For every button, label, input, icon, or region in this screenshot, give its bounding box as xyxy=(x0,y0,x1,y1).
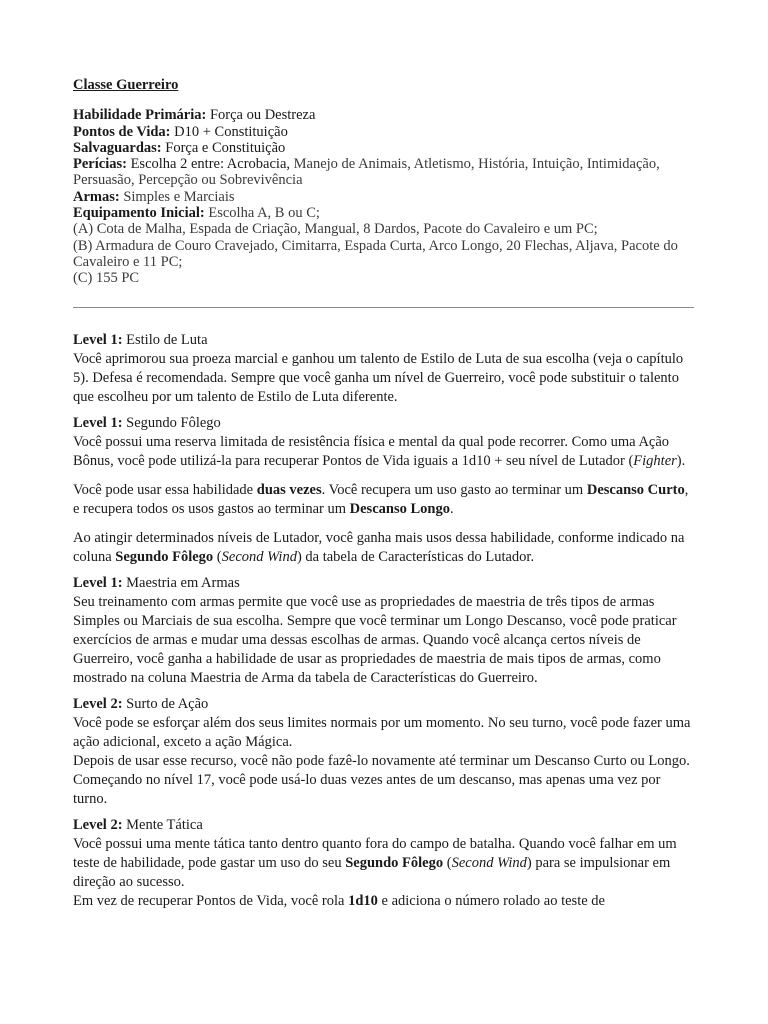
feature-paragraph: Você pode se esforçar além dos seus limites normais por um momento. No seu turno, você pode fazer uma ação adicional, exceto a ação Mágica. xyxy=(73,715,691,750)
feature-heading xyxy=(73,816,698,835)
feature-text: Você aprimorou sua proeza marcial e ganhou um talento de Estilo de Luta de sua escolha (veja o capítulo 5). Defesa é recomendada. Sempre que você ganha um nível de Guerreiro, você pode substituir o talento que escolheu por um talento de Estilo de Luta diferente. xyxy=(73,351,684,405)
feature-level-label: Level 2: xyxy=(73,696,123,712)
bold-run: Segundo Fôlego xyxy=(115,549,214,565)
skills-line xyxy=(73,156,698,189)
bold-run: Descanso Longo xyxy=(349,501,450,517)
text-run: ) para se impulsionar em direção ao sucesso. xyxy=(73,855,671,890)
hit-points-label: Pontos de Vida: xyxy=(73,123,171,140)
feature-paragraph xyxy=(73,892,698,911)
feature-level-label: Level 1: xyxy=(73,332,123,348)
equipment-option-c: (C) 155 PC xyxy=(73,270,140,287)
primary-ability-line xyxy=(73,107,698,123)
saving-throws-value: Força e Constituição xyxy=(165,139,286,156)
starting-equipment-value: Escolha A, B ou C; xyxy=(208,205,320,222)
feature-title: Estilo de Luta xyxy=(126,332,208,348)
feature-text: Seu treinamento com armas permite que você use as propriedades de maestria de três tipos de armas Simples ou Marciais de sua escolha. Sempre que você terminar um Longo Descanso, você pode praticar exercícios de armas e mudar uma dessas escolhas de armas. Quando você alcança certos níveis de Guerreiro, você ganha a habilidade de usar as propriedades de maestria de mais tipos de armas, como mostrado na coluna Maestria de Arma da tabela de Características do Guerreiro. xyxy=(73,594,677,686)
section-divider xyxy=(73,307,694,308)
text-run: ) da tabela de Características do Lutador. xyxy=(296,549,535,565)
skills-value-intro: Escolha 2 entre: Acrobacia, xyxy=(130,156,291,173)
feature-paragraph: Depois de usar esse recurso, você não pode fazê-lo novamente até terminar um Descanso Curto ou Longo. Começando no nível 17, você pode usá-lo duas vezes antes de um descanso, mas apenas uma vez por turno. xyxy=(73,753,690,807)
saving-throws-label: Salvaguardas: xyxy=(73,139,162,156)
hit-points-value: D10 + Constituição xyxy=(174,123,288,140)
feature-level-label: Level 1: xyxy=(73,415,123,431)
weapons-value: Simples e Marciais xyxy=(123,188,235,205)
feature-action-surge xyxy=(73,695,698,809)
bold-run: Segundo Fôlego xyxy=(345,855,444,871)
weapons-line xyxy=(73,189,698,205)
weapons-label: Armas: xyxy=(73,188,120,205)
feature-level-label: Level 1: xyxy=(73,575,123,591)
text-run: Você possui uma mente tática tanto dentro quanto fora do campo de batalha. Quando você falhar em um teste de habilidade, pode gastar um uso do seu xyxy=(73,836,677,871)
primary-ability-value: Força ou Destreza xyxy=(209,107,316,124)
primary-ability-label: Habilidade Primária: xyxy=(73,107,207,124)
bold-run: Descanso Curto xyxy=(586,482,685,498)
text-run: Você pode usar essa habilidade xyxy=(73,482,257,498)
feature-heading xyxy=(73,695,698,714)
feature-paragraph xyxy=(73,481,698,519)
feature-heading xyxy=(73,414,698,433)
feature-paragraph xyxy=(73,529,698,567)
feature-title: Maestria em Armas xyxy=(126,575,240,591)
equipment-option-a: (A) Cota de Malha, Espada de Criação, Mangual, 8 Dardos, Pacote do Cavaleiro e um PC; xyxy=(73,221,598,238)
text-run: , e recupera todos os usos gastos ao terminar um xyxy=(73,482,689,517)
text-run: Ao atingir determinados níveis de Lutador, você ganha mais usos dessa habilidade, conforme indicado na coluna xyxy=(73,530,685,565)
feature-title: Segundo Fôlego xyxy=(126,415,221,431)
bold-run: duas vezes xyxy=(256,482,322,498)
feature-heading xyxy=(73,331,698,350)
skills-value-list: Manejo de Animais, Atletismo, História, Intuição, Intimidação, Persuasão, Percepção ou Sobrevivência xyxy=(73,156,660,189)
feature-paragraph xyxy=(73,433,698,471)
class-features xyxy=(73,331,698,918)
feature-title: Mente Tática xyxy=(126,817,203,833)
saving-throws-line xyxy=(73,140,698,156)
hit-points-line xyxy=(73,124,698,140)
feature-weapon-mastery xyxy=(73,574,698,688)
feature-tactical-mind xyxy=(73,816,698,911)
text-run: Em vez de recuperar Pontos de Vida, você rola xyxy=(73,893,349,909)
feature-fighting-style xyxy=(73,331,698,407)
feature-second-wind xyxy=(73,414,698,567)
equipment-option-b: (B) Armadura de Couro Cravejado, Cimitarra, Espada Curta, Arco Longo, 20 Flechas, Aljava, Pacote do Cavaleiro e 11 PC; xyxy=(73,237,678,270)
text-run: . xyxy=(449,501,454,517)
text-run: . Você recupera um uso gasto ao terminar um xyxy=(321,482,587,498)
italic-run: Second Wind xyxy=(221,549,297,565)
skills-label: Perícias: xyxy=(73,156,127,173)
text-run: ( xyxy=(443,855,452,871)
italic-run: Fighter xyxy=(633,453,677,469)
text-run: e adiciona o número rolado ao teste de xyxy=(377,893,605,909)
text-run: ). xyxy=(676,453,686,469)
feature-title: Surto de Ação xyxy=(126,696,209,712)
feature-heading xyxy=(73,574,698,593)
text-run: Você possui uma reserva limitada de resistência física e mental da qual pode recorrer. Como uma Ação Bônus, você pode utilizá-la para recuperar Pontos de Vida iguais a 1d10 + seu nível de Lutador ( xyxy=(73,434,670,469)
starting-equipment-line xyxy=(73,205,698,221)
bold-run: 1d10 xyxy=(348,893,378,909)
feature-level-label: Level 2: xyxy=(73,817,123,833)
feature-paragraph xyxy=(73,835,698,892)
class-summary xyxy=(73,77,698,287)
starting-equipment-label: Equipamento Inicial: xyxy=(73,205,205,222)
page-title: Classe Guerreiro xyxy=(73,77,179,93)
italic-run: Second Wind xyxy=(451,855,527,871)
text-run: ( xyxy=(213,549,222,565)
